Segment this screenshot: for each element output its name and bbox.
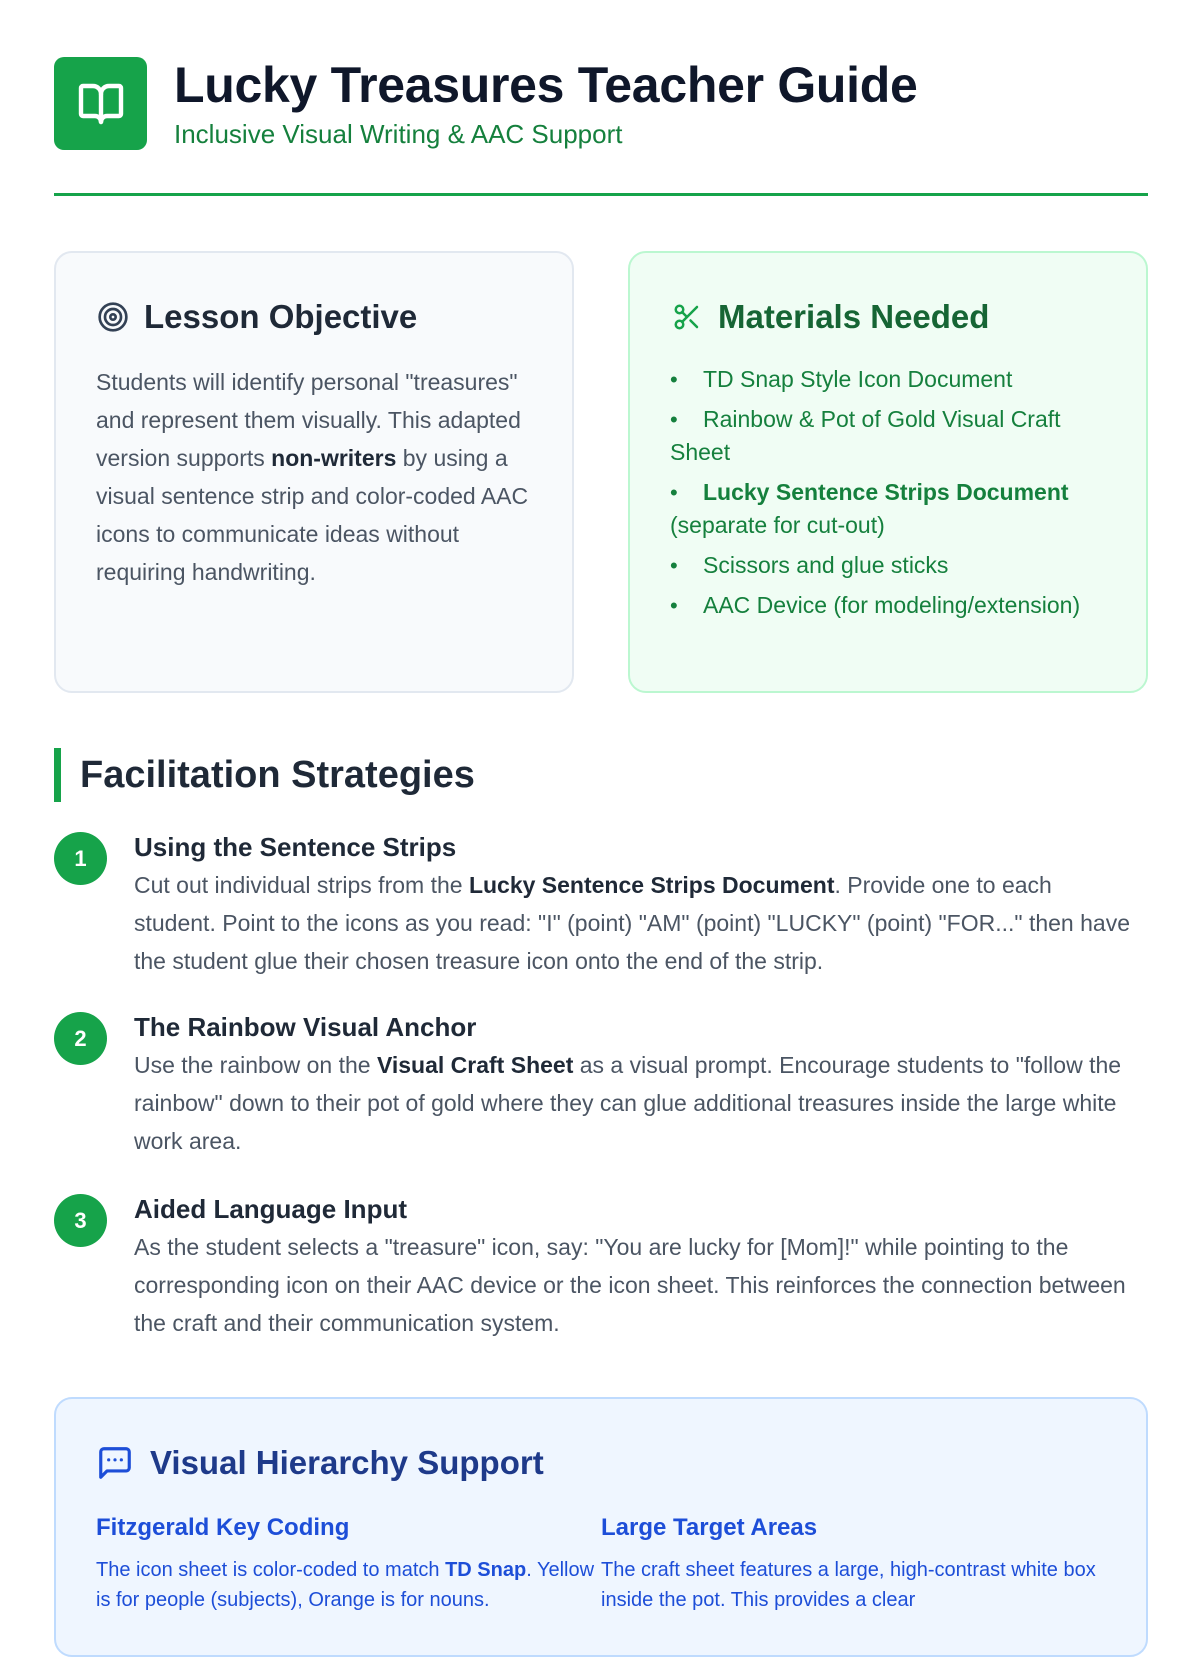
lesson-objective-title: Lesson Objective: [144, 298, 418, 335]
large-target-text: The craft sheet features a large, high-contrast white box inside the pot. This provides a clear: [601, 1559, 1096, 1611]
list-item: • Scissors and glue sticks: [670, 549, 1106, 582]
step-number-badge: 3: [54, 1194, 107, 1247]
visual-hierarchy-card: [54, 1397, 1148, 1657]
list-item: • Rainbow & Pot of Gold Visual Craft Sheet: [670, 403, 1106, 469]
materials-list: [670, 363, 1106, 622]
facilitation-title: Facilitation Strategies: [80, 754, 475, 796]
strategy-description: Use the rainbow on the Visual Craft Sheet as a visual prompt. Encourage students to "follow the rainbow" down to their pot of gold where they can glue additional treasures inside the large white work area.: [134, 1052, 1122, 1154]
strategy-title: Aided Language Input: [134, 1194, 407, 1224]
open-book-icon: [54, 57, 147, 150]
page-subtitle: Inclusive Visual Writing & AAC Support: [174, 119, 623, 149]
visual-hierarchy-title: Visual Hierarchy Support: [150, 1444, 544, 1481]
fitzgerald-key-heading: Fitzgerald Key Coding: [96, 1514, 350, 1541]
step-number-badge: 1: [54, 832, 107, 885]
strategy-title: Using the Sentence Strips: [134, 832, 457, 862]
list-item: • AAC Device (for modeling/extension): [670, 589, 1106, 622]
materials-title: Materials Needed: [718, 298, 990, 335]
strategy-description: Cut out individual strips from the Lucky Sentence Strips Document. Provide one to each student. Point to the icons as you read: "I" (point) "AM" (point) "LUCKY" (point) "FOR..." then have the student glue their chosen treasure icon onto the end of the strip.: [134, 872, 1130, 974]
header-divider: [54, 193, 1148, 196]
step-number-badge: 2: [54, 1012, 107, 1065]
page-header: [54, 57, 1148, 197]
fitzgerald-key-text: The icon sheet is color-coded to match TD Snap. Yellow is for people (subjects), Orange is for nouns.: [96, 1559, 595, 1611]
page-title: Lucky Treasures Teacher Guide: [174, 57, 918, 113]
strategy-description: As the student selects a "treasure" icon, say: "You are lucky for [Mom]!" while pointing to the corresponding icon on their AAC device or the icon sheet. This reinforces the connection between the craft and their communication system.: [134, 1234, 1126, 1336]
section-accent-bar: [54, 748, 61, 802]
materials-card: [628, 251, 1148, 693]
list-item: • TD Snap Style Icon Document: [670, 363, 1106, 396]
scissors-icon: [670, 300, 704, 334]
large-target-heading: Large Target Areas: [601, 1514, 818, 1541]
target-icon: [96, 300, 130, 334]
lesson-objective-card: [54, 251, 574, 693]
lesson-objective-text: Students will identify personal "treasures" and represent them visually. This adapted version supports non-writers by using a visual sentence strip and color-coded AAC icons to communicate ideas without requiring handwriting.: [96, 369, 529, 585]
strategy-title: The Rainbow Visual Anchor: [134, 1012, 477, 1042]
message-dots-icon: [96, 1444, 134, 1482]
list-item: • Lucky Sentence Strips Document (separate for cut-out): [670, 476, 1106, 542]
